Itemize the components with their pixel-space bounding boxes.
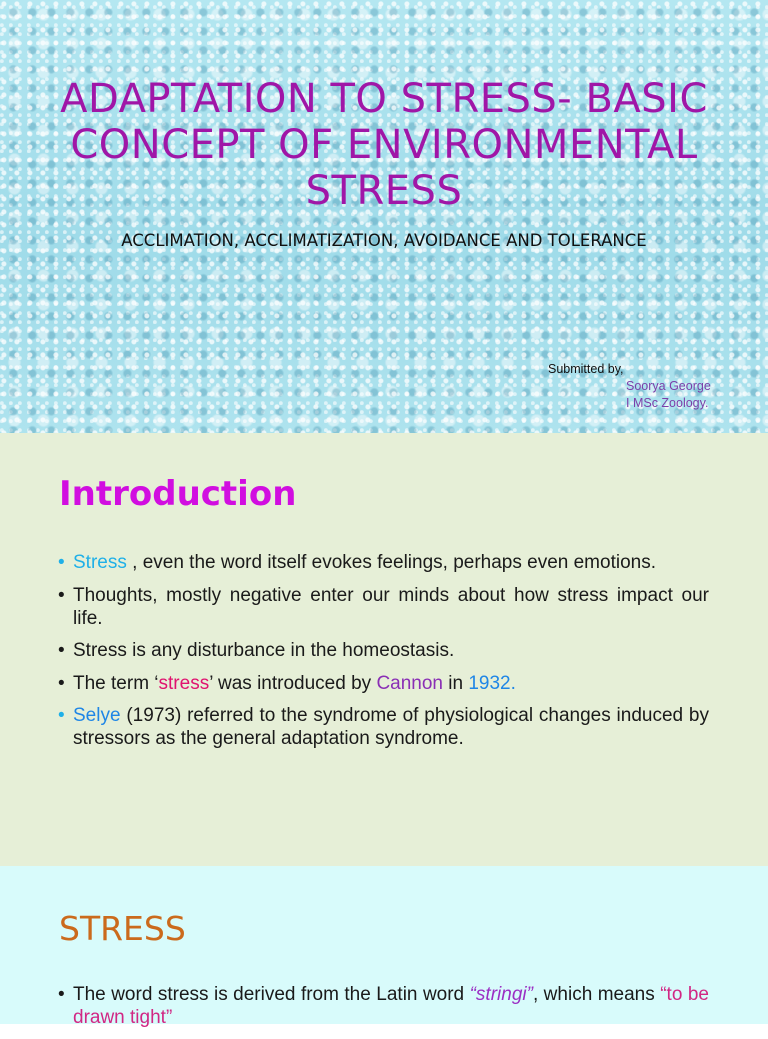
author-name: Soorya George [626, 379, 711, 393]
keyword-stress: Stress [73, 552, 127, 573]
list-item [58, 983, 709, 1029]
list-item [58, 672, 709, 695]
stress-heading: STRESS [59, 909, 186, 948]
bullet-dot-icon: • [58, 984, 65, 1005]
bullet-text: (1973) referred to the syndrome of physiological changes induced by stressors as the general adaptation syndrome. [73, 705, 709, 749]
bullet-text: The term ‘ [73, 672, 159, 694]
slide-title: ADAPTATION TO STRESS- BASIC CONCEPT OF ENVIRONMENTAL STRESS [60, 76, 708, 214]
bullet-dot-icon: • [58, 640, 65, 661]
slide-subtitle: ACCLIMATION, ACCLIMATIZATION, AVOIDANCE AND TOLERANCE [121, 231, 647, 250]
bullet-text: The word stress is derived from the Latin word [73, 984, 470, 1005]
introduction-bullet-list [58, 551, 709, 760]
keyword-cannon: Cannon [376, 672, 443, 694]
list-item [58, 584, 709, 630]
bullet-dot-icon: • [58, 584, 65, 606]
keyword-year: 1932. [468, 672, 516, 694]
bullet-text: Stress is any disturbance in the homeostasis. [73, 640, 455, 661]
author-course: I MSc Zoology. [626, 396, 709, 410]
list-item [58, 639, 709, 662]
keyword-stringi: “stringi” [469, 984, 533, 1005]
bullet-text: ’ was introduced by [209, 672, 377, 694]
list-item [58, 704, 709, 750]
list-item [58, 551, 709, 574]
bullet-text: Thoughts, mostly negative enter our minds about how stress impact our life. [73, 584, 709, 629]
bullet-dot-icon: • [58, 705, 65, 726]
submitted-by-label: Submitted by, [548, 362, 624, 376]
bullet-text: , which means [532, 984, 661, 1005]
keyword-drawn-tight: “to be drawn tight” [73, 984, 709, 1028]
bullet-dot-icon: • [58, 552, 65, 573]
introduction-heading: Introduction [59, 474, 297, 514]
title-slide [0, 0, 768, 433]
stress-bullet-list [58, 983, 709, 1039]
bullet-dot-icon: • [58, 672, 65, 694]
bullet-text: , even the word itself evokes feelings, perhaps even emotions. [126, 552, 656, 573]
keyword-stress: stress [158, 672, 210, 694]
keyword-selye: Selye [73, 705, 121, 726]
bullet-text: in [443, 672, 469, 694]
